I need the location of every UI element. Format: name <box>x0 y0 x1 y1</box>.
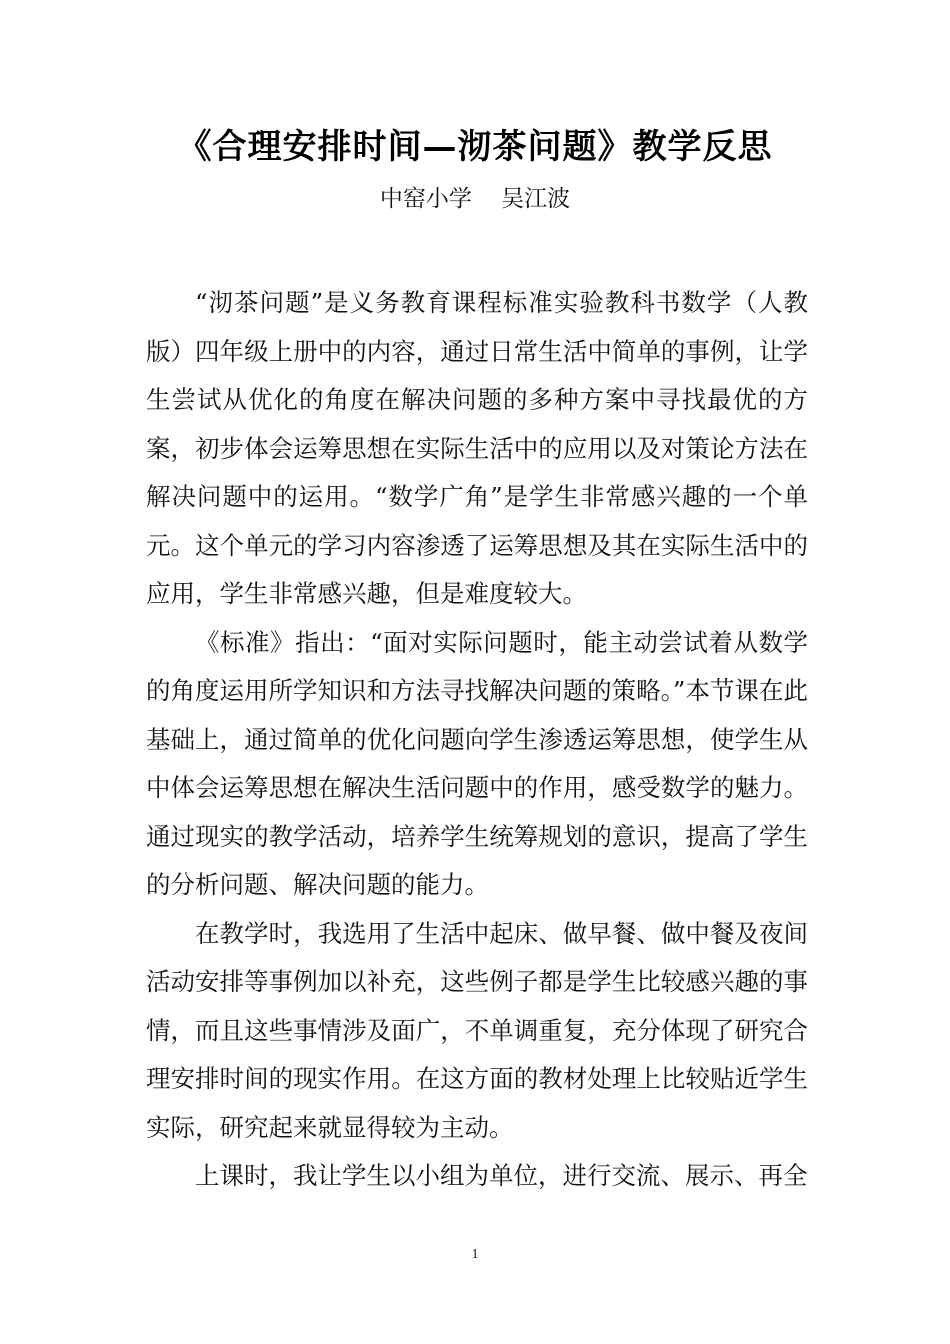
document-title: 《合理安排时间—沏茶问题》教学反思 <box>177 127 773 167</box>
paragraph: 在教学时，我选用了生活中起床、做早餐、做中餐及夜间活动安排等事例加以补充，这些例子都是学生比较感兴趣的事情，而且这些事情涉及面广，不单调重复，充分体现了研究合理安排时间的现实作用。在这方面的教材处理上比较贴近学生实际，研究起来就显得较为主动。 <box>146 918 808 1142</box>
page-number: 1 <box>471 1247 479 1262</box>
author-line: 中窑小学 吴江波 <box>379 186 571 212</box>
paragraph: 《标准》指出：“面对实际问题时，能主动尝试着从数学的角度运用所学知识和方法寻找解决问题的策略。”本节课在此基础上，通过简单的优化问题向学生渗透运筹思想，使学生从中体会运筹思想在解决生活问题中的作用，感受数学的魅力。通过现实的教学活动，培养学生统筹规划的意识，提高了学生的分析问题、解决问题的能力。 <box>146 627 808 899</box>
paragraph: 上课时，我让学生以小组为单位，进行交流、展示、再全 <box>195 1161 808 1190</box>
paragraph: “沏茶问题”是义务教育课程标准实验教科书数学（人教版）四年级上册中的内容，通过日常生活中简单的事例，让学生尝试从优化的角度在解决问题的多种方案中寻找最优的方案，初步体会运筹思想在实际生活中的应用以及对策论方法在解决问题中的运用。“数学广角”是学生非常感兴趣的一个单元。这个单元的学习内容渗透了运筹思想及其在实际生活中的应用，学生非常感兴趣，但是难度较大。 <box>146 288 808 608</box>
document-body <box>146 279 808 1201</box>
